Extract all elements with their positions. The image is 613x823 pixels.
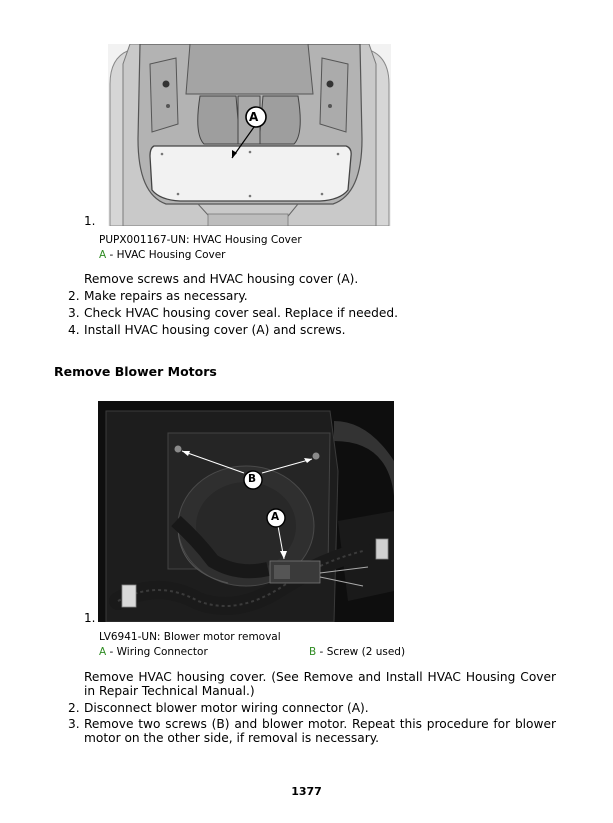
- callout-b-label: B: [248, 473, 257, 485]
- callout-a-label: A: [271, 511, 280, 523]
- step-number: 3.: [68, 717, 80, 731]
- step-text: Remove screws and HVAC housing cover (A).: [84, 272, 359, 286]
- legend-separator: -: [106, 249, 117, 261]
- legend-separator: -: [316, 646, 327, 658]
- blower-motor-photo: [98, 401, 394, 622]
- legend-label: Screw (2 used): [326, 646, 406, 658]
- figure-step-number: 1.: [84, 214, 96, 228]
- page-number: 1377: [291, 785, 322, 798]
- step-text: Check HVAC housing cover seal. Replace if needed.: [84, 306, 398, 320]
- legend-key: A: [99, 646, 107, 658]
- hvac-housing-cover-figure: [108, 44, 391, 226]
- figure-caption-id: PUPX001167-UN: HVAC Housing Cover: [99, 234, 302, 246]
- step-number: 3.: [68, 306, 80, 320]
- step-text: Disconnect blower motor wiring connector (A).: [84, 701, 369, 715]
- hvac-housing-cover-illustration: [108, 44, 391, 226]
- section-heading: Remove Blower Motors: [54, 364, 217, 379]
- step-text: Install HVAC housing cover (A) and screws.: [84, 323, 346, 337]
- legend-label: HVAC Housing Cover: [116, 249, 226, 261]
- step-number: 2.: [68, 289, 80, 303]
- callout-a-label: A: [249, 110, 259, 124]
- step-number: 4.: [68, 323, 80, 337]
- legend-label: Wiring Connector: [116, 646, 208, 658]
- figure-legend-item: [309, 646, 405, 658]
- step-number: 2.: [68, 701, 80, 715]
- blower-motor-figure: [98, 401, 394, 622]
- step-text: Remove two screws (B) and blower motor. Repeat this procedure for blower motor on the other side, if removal is necessary.: [84, 717, 556, 745]
- legend-separator: -: [106, 646, 117, 658]
- figure-legend-item: [99, 646, 208, 658]
- step-text: Remove HVAC housing cover. (See Remove and Install HVAC Housing Cover in Repair Technical Manual.): [84, 670, 556, 698]
- legend-key: B: [309, 646, 317, 658]
- figure-legend-item: [99, 249, 226, 261]
- legend-key: A: [99, 249, 107, 261]
- step-text: Make repairs as necessary.: [84, 289, 248, 303]
- figure-step-number: 1.: [84, 611, 96, 625]
- figure-caption-id: LV6941-UN: Blower motor removal: [99, 631, 281, 643]
